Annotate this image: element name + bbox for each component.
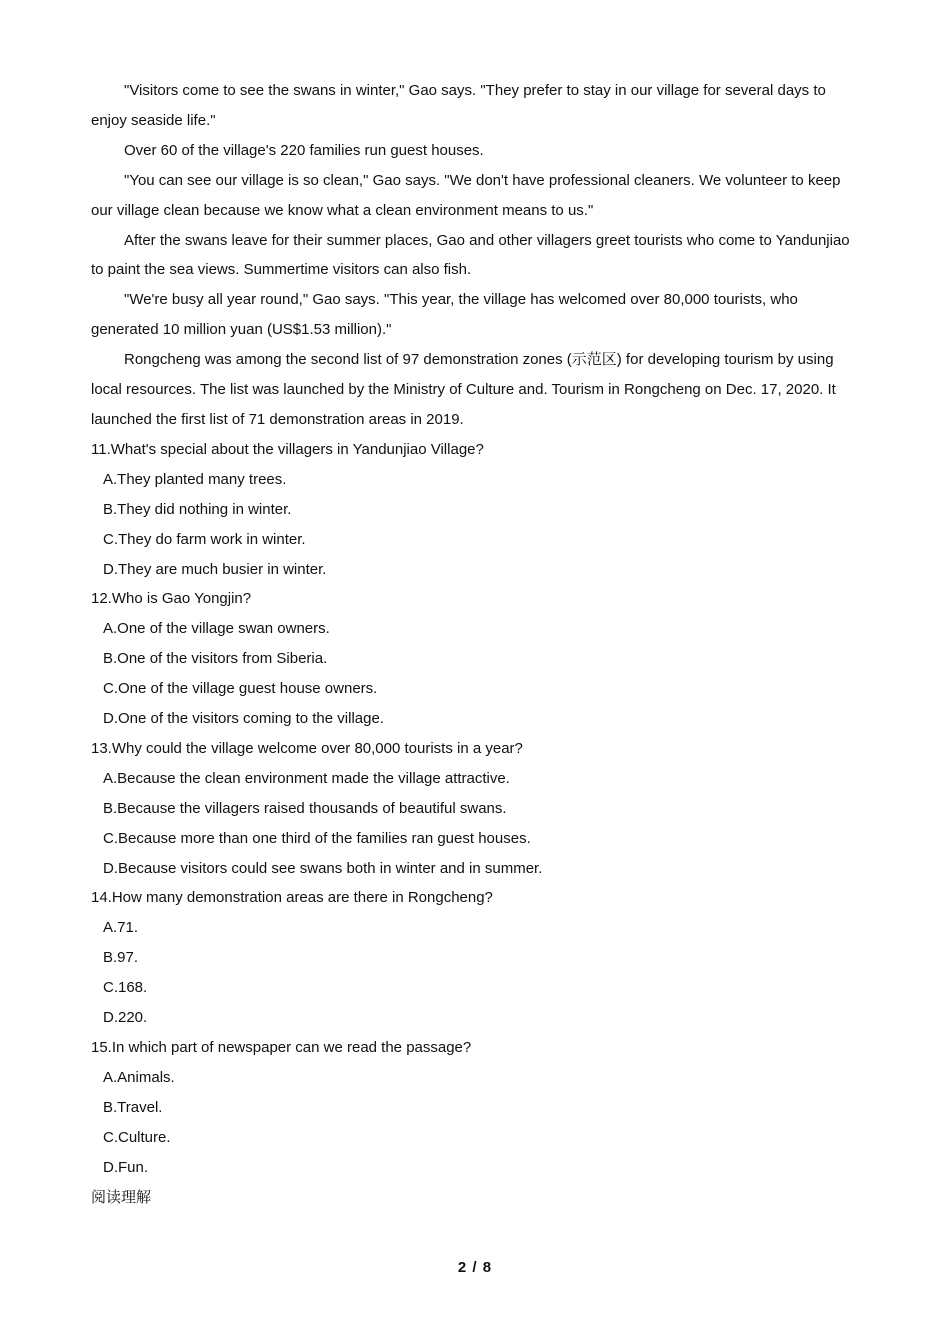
question-11: [91, 435, 861, 585]
option-b: B.Travel.: [103, 1098, 163, 1116]
option-d: D.They are much busier in winter.: [103, 560, 327, 578]
option-d: D.Because visitors could see swans both in winter and in summer.: [103, 859, 543, 877]
passage-paragraph-6: Rongcheng was among the second list of 97 demonstration zones (示范区) for developing tourism by using local resources. The list was launched by the Ministry of Culture and. Tourism in Rongcheng on Dec. 17, 2020. It launched the first list of 71 demonstration areas in 2019.: [91, 351, 836, 428]
option-b: B.97.: [103, 949, 139, 967]
question-stem: 11.What's special about the villagers in Yandunjiao Village?: [91, 440, 484, 458]
question-stem: 12.Who is Gao Yongjin?: [91, 590, 252, 608]
option-d: D.Fun.: [103, 1158, 149, 1176]
option-c: C.They do farm work in winter.: [103, 530, 306, 548]
option-a: A.Because the clean environment made the village attractive.: [103, 769, 510, 787]
option-b: B.They did nothing in winter.: [103, 500, 292, 518]
option-a: A.71.: [103, 919, 139, 937]
page-number: 2 / 8: [457, 1259, 493, 1276]
option-b: B.Because the villagers raised thousands of beautiful swans.: [103, 799, 507, 817]
question-stem: 13.Why could the village welcome over 80,000 tourists in a year?: [91, 739, 523, 757]
question-stem: 15.In which part of newspaper can we read the passage?: [91, 1039, 472, 1056]
question-13: [91, 734, 861, 884]
option-a: A.They planted many trees.: [103, 470, 287, 488]
option-c: C.One of the village guest house owners.: [103, 680, 378, 698]
option-c: C.Because more than one third of the families ran guest houses.: [103, 829, 531, 847]
option-b: B.One of the visitors from Siberia.: [103, 650, 328, 668]
option-d: D.220.: [103, 1009, 148, 1027]
option-d: D.One of the visitors coming to the village.: [103, 710, 384, 728]
question-14: [91, 883, 861, 1033]
passage-paragraph-4: After the swans leave for their summer places, Gao and other villagers greet tourists who come to Yandunjiao to paint the sea views. Summertime visitors can also fish.: [91, 231, 850, 279]
passage-paragraph-1: "Visitors come to see the swans in winter," Gao says. "They prefer to stay in our village for several days to enjoy seaside life.": [91, 82, 826, 129]
option-c: C.Culture.: [103, 1128, 171, 1146]
option-a: A.Animals.: [103, 1068, 175, 1086]
option-c: C.168.: [103, 979, 148, 997]
passage-paragraph-2: Over 60 of the village's 220 families run guest houses.: [124, 141, 484, 159]
question-12: [91, 584, 861, 734]
option-a: A.One of the village swan owners.: [103, 620, 330, 638]
section-heading: 阅读理解: [91, 1188, 152, 1206]
passage-paragraph-3: "You can see our village is so clean," Gao says. "We don't have professional cleaners. We volunteer to keep our village clean because we know what a clean environment means to us.": [91, 171, 841, 219]
passage-paragraph-5: "We're busy all year round," Gao says. "This year, the village has welcomed over 80,000 tourists, who generated 10 million yuan (US$1.53 million).": [91, 291, 798, 339]
question-stem: 14.How many demonstration areas are there in Rongcheng?: [91, 889, 493, 907]
question-15: [91, 1033, 861, 1183]
page-content: [91, 76, 861, 1212]
